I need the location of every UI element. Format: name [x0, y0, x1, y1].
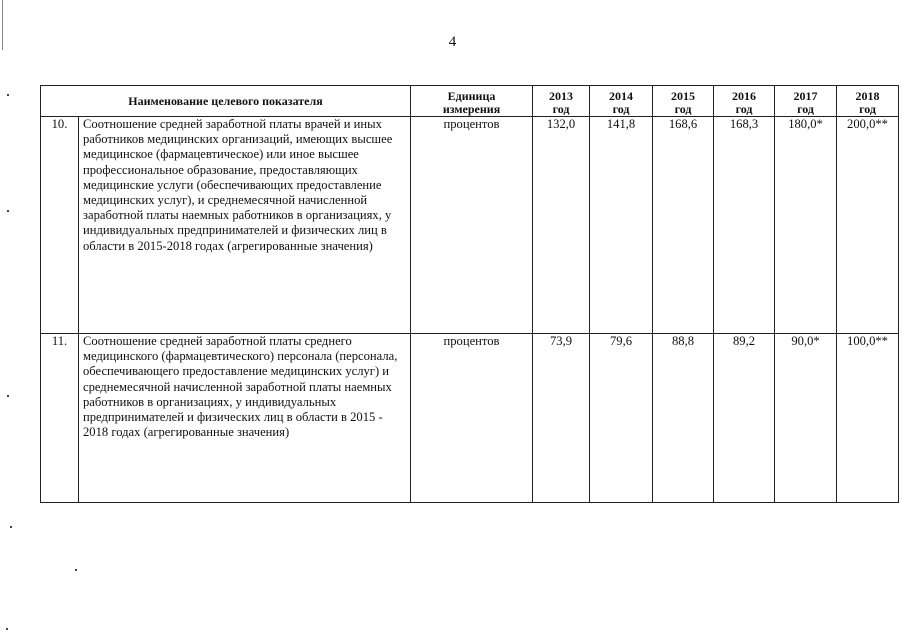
header-year-suffix: год [552, 102, 570, 116]
header-year: 2014 [609, 89, 634, 103]
value-2014: 141,8 [590, 117, 653, 334]
header-unit-line1: Единица [447, 89, 496, 103]
indicator-name [79, 117, 411, 334]
scan-speck [7, 94, 9, 96]
value-2015: 168,6 [653, 117, 714, 334]
page-number: 4 [448, 34, 457, 50]
scan-edge-line [2, 0, 3, 50]
header-year-suffix: год [735, 102, 753, 116]
header-year-suffix: год [674, 102, 692, 116]
header-year: 2017 [793, 89, 818, 103]
header-year: 2018 [855, 89, 880, 103]
value-2016: 168,3 [714, 117, 775, 334]
header-year-2016 [714, 86, 775, 117]
header-unit-line2: измерения [442, 102, 501, 116]
row-number: 10. [41, 117, 79, 334]
header-year-suffix: год [859, 102, 876, 116]
value-2016: 89,2 [714, 334, 775, 503]
header-unit [411, 86, 533, 117]
value-2018: 200,0** [837, 117, 899, 334]
header-year: 2013 [549, 89, 574, 103]
value-2018: 100,0** [837, 334, 899, 503]
indicator-name [79, 334, 411, 503]
scan-speck [75, 569, 77, 571]
table-header-row [41, 86, 899, 117]
header-year-2014 [590, 86, 653, 117]
header-year: 2016 [732, 89, 757, 103]
value-2017: 180,0* [775, 117, 837, 334]
value-2013: 73,9 [533, 334, 590, 503]
target-indicators-table [40, 85, 899, 503]
header-indicator-name: Наименование целевого показателя [41, 86, 411, 117]
header-year-2017 [775, 86, 837, 117]
header-year: 2015 [671, 89, 696, 103]
unit-cell: процентов [411, 334, 533, 503]
scan-speck [7, 395, 9, 397]
value-2017: 90,0* [775, 334, 837, 503]
scan-speck [7, 210, 9, 212]
header-year-2015 [653, 86, 714, 117]
value-2015: 88,8 [653, 334, 714, 503]
table-row [41, 117, 899, 334]
header-year-suffix: год [612, 102, 630, 116]
indicator-name-text: Соотношение средней заработной платы врачей и иных работников медицинских организаций, имеющих высшее медицинское (фармацевтическое) или иное высшее профессиональное образование, предоставляющих медицинские услуги (обеспечивающих предоставление медицинских услуг), и среднемесячной начисленной заработной платы наемных работников в организациях, у индивидуальных предпринимателей и физических лиц в области в 2015-2018 годах (агрегированные значения) [83, 117, 393, 253]
header-year-suffix: год [797, 102, 814, 116]
value-2014: 79,6 [590, 334, 653, 503]
header-year-2013 [533, 86, 590, 117]
indicator-name-text: Соотношение средней заработной платы среднего медицинского (фармацевтического) персонала (персонала, обеспечивающего предоставление медицинских услуг) и среднемесячной начисленной заработной платы наемных работников в организациях, у индивидуальных предпринимателей и физических лиц в области в 2015 - 2018 годах (агрегированные значения) [83, 334, 398, 440]
scan-speck [10, 526, 12, 528]
scan-speck [6, 628, 8, 630]
table-row [41, 334, 899, 503]
row-number: 11. [41, 334, 79, 503]
unit-cell: процентов [411, 117, 533, 334]
header-year-2018 [837, 86, 899, 117]
value-2013: 132,0 [533, 117, 590, 334]
